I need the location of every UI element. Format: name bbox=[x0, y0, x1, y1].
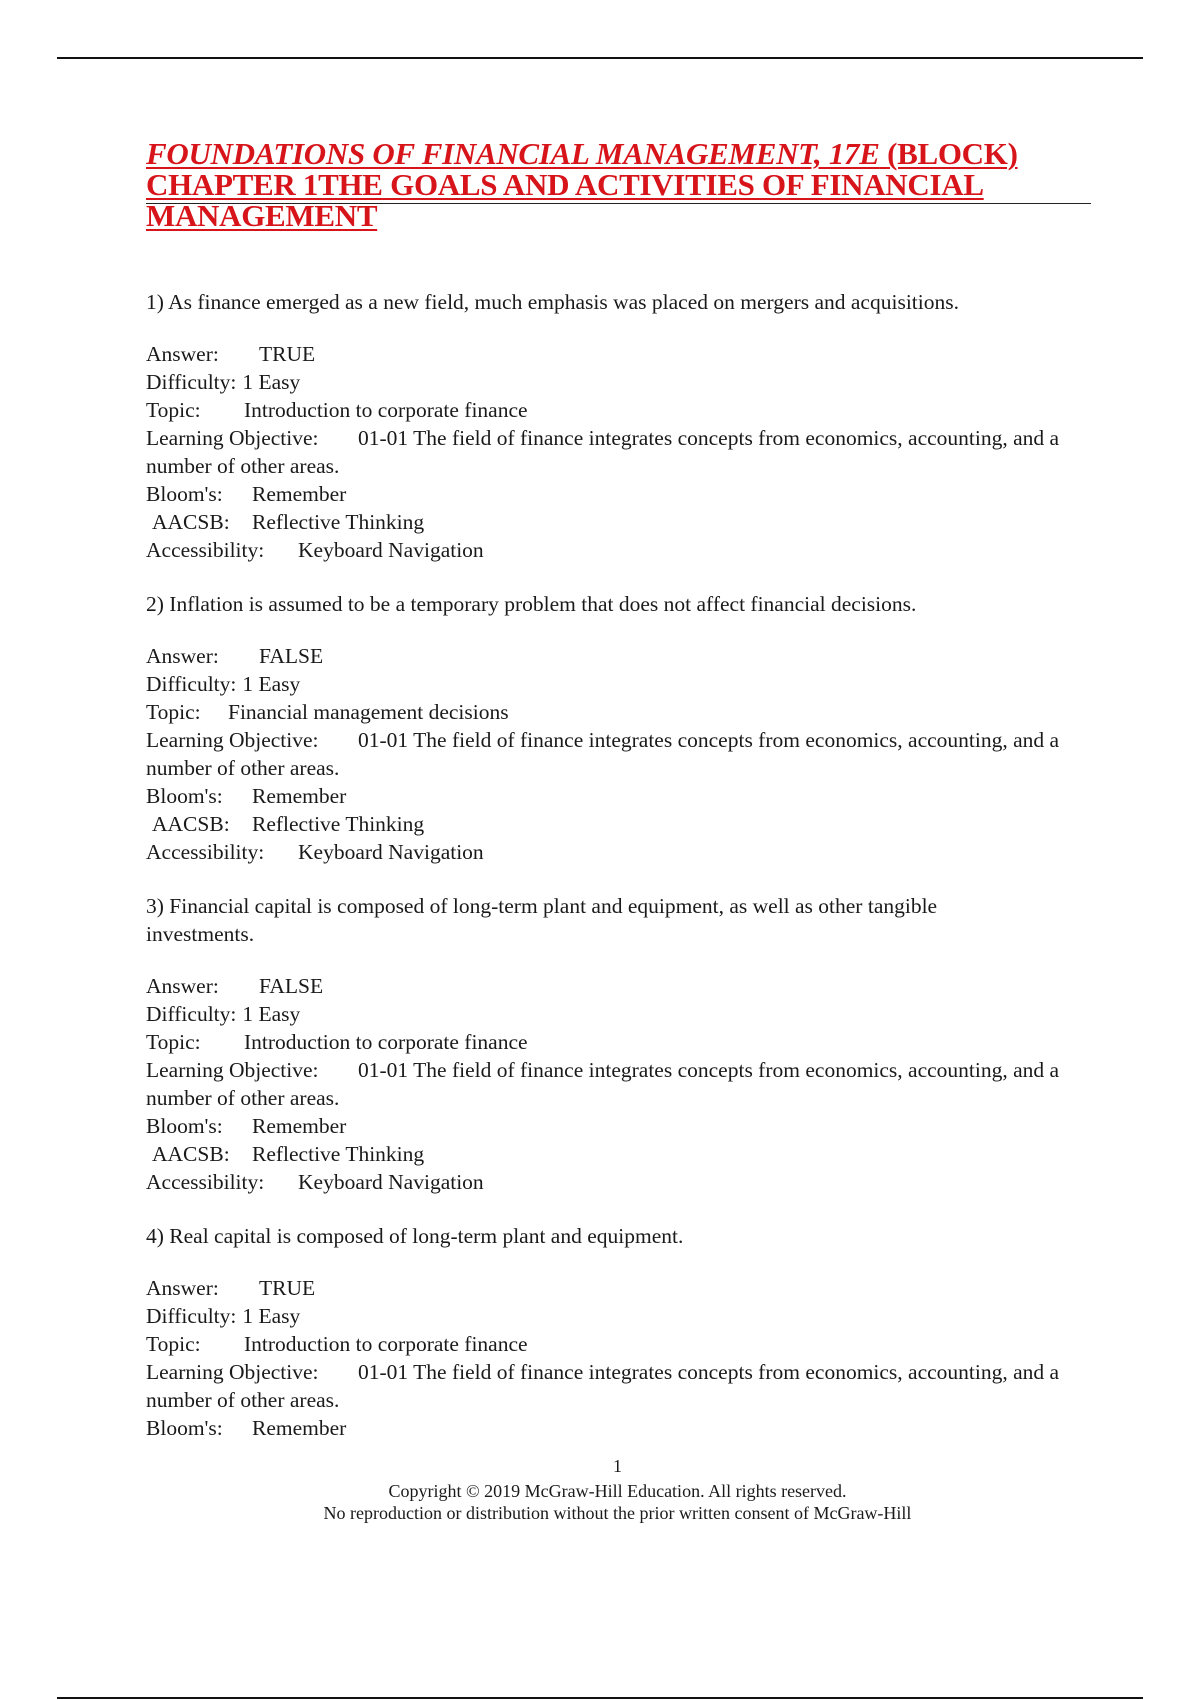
accessibility-value: Keyboard Navigation bbox=[298, 538, 484, 562]
topic-row bbox=[146, 1028, 1096, 1056]
page-number: 1 bbox=[613, 1456, 622, 1476]
aacsb-label: AACSB: bbox=[152, 510, 230, 534]
answer-label: Answer: bbox=[146, 342, 219, 366]
blooms-label: Bloom's: bbox=[146, 784, 223, 808]
accessibility-row bbox=[146, 838, 1096, 866]
topic-value: Introduction to corporate finance bbox=[244, 398, 528, 422]
accessibility-label: Accessibility: bbox=[146, 1170, 265, 1194]
copyright-line: Copyright © 2019 McGraw-Hill Education. All rights reserved. bbox=[388, 1481, 847, 1501]
blooms-value: Remember bbox=[252, 482, 347, 506]
difficulty-label: Difficulty: bbox=[146, 370, 237, 394]
title-line-2: CHAPTER 1THE GOALS AND ACTIVITIES OF FINANCIAL bbox=[146, 167, 984, 202]
topic-label: Topic: bbox=[146, 700, 201, 724]
difficulty-row bbox=[146, 368, 1096, 396]
title-underline-rule bbox=[146, 203, 1091, 204]
difficulty-value: 1 Easy bbox=[242, 370, 301, 394]
topic-value: Introduction to corporate finance bbox=[244, 1332, 528, 1356]
difficulty-label: Difficulty: bbox=[146, 672, 237, 696]
blooms-value: Remember bbox=[252, 1114, 347, 1138]
difficulty-row bbox=[146, 670, 1096, 698]
difficulty-row bbox=[146, 1000, 1096, 1028]
answer-row bbox=[146, 972, 1096, 1000]
question-2 bbox=[146, 590, 1096, 866]
question-meta bbox=[146, 340, 1096, 564]
top-rule bbox=[57, 57, 1143, 59]
blooms-row bbox=[146, 1112, 1096, 1140]
blooms-value: Remember bbox=[252, 784, 347, 808]
answer-label: Answer: bbox=[146, 974, 219, 998]
question-text: 3) Financial capital is composed of long-term plant and equipment, as well as other tangible investments. bbox=[146, 894, 938, 946]
blooms-value: Remember bbox=[252, 1416, 347, 1440]
answer-value: TRUE bbox=[259, 1276, 316, 1300]
learning-objective-value: 01-01 The field of finance integrates concepts from economics, accounting, and a number of other areas. bbox=[146, 426, 1060, 478]
accessibility-value: Keyboard Navigation bbox=[298, 1170, 484, 1194]
title-line-3: MANAGEMENT bbox=[146, 198, 378, 233]
answer-label: Answer: bbox=[146, 1276, 219, 1300]
learning-objective-row bbox=[146, 424, 1096, 480]
aacsb-value: Reflective Thinking bbox=[252, 812, 425, 836]
question-list bbox=[146, 288, 1096, 1468]
answer-row bbox=[146, 642, 1096, 670]
blooms-row bbox=[146, 782, 1096, 810]
question-meta bbox=[146, 642, 1096, 866]
aacsb-row bbox=[146, 810, 1096, 838]
learning-objective-value: 01-01 The field of finance integrates concepts from economics, accounting, and a number of other areas. bbox=[146, 1360, 1060, 1412]
answer-row bbox=[146, 340, 1096, 368]
aacsb-value: Reflective Thinking bbox=[252, 1142, 425, 1166]
question-meta bbox=[146, 1274, 1096, 1442]
learning-objective-label: Learning Objective: bbox=[146, 426, 319, 450]
blooms-row bbox=[146, 1414, 1096, 1442]
difficulty-value: 1 Easy bbox=[242, 1002, 301, 1026]
document-title bbox=[146, 138, 1091, 231]
difficulty-value: 1 Easy bbox=[242, 1304, 301, 1328]
question-text: 1) As finance emerged as a new field, much emphasis was placed on mergers and acquisitions. bbox=[146, 290, 959, 314]
aacsb-row bbox=[146, 508, 1096, 536]
accessibility-label: Accessibility: bbox=[146, 538, 265, 562]
question-4 bbox=[146, 1222, 1096, 1442]
learning-objective-value: 01-01 The field of finance integrates concepts from economics, accounting, and a number of other areas. bbox=[146, 1058, 1060, 1110]
aacsb-value: Reflective Thinking bbox=[252, 510, 425, 534]
accessibility-row bbox=[146, 1168, 1096, 1196]
reproduction-notice: No reproduction or distribution without the prior written consent of McGraw-Hill bbox=[323, 1503, 912, 1523]
topic-value: Introduction to corporate finance bbox=[244, 1030, 528, 1054]
difficulty-label: Difficulty: bbox=[146, 1304, 237, 1328]
question-text: 2) Inflation is assumed to be a temporary problem that does not affect financial decisions. bbox=[146, 592, 917, 616]
question-meta bbox=[146, 972, 1096, 1196]
learning-objective-value: 01-01 The field of finance integrates concepts from economics, accounting, and a number of other areas. bbox=[146, 728, 1060, 780]
blooms-label: Bloom's: bbox=[146, 482, 223, 506]
difficulty-label: Difficulty: bbox=[146, 1002, 237, 1026]
accessibility-value: Keyboard Navigation bbox=[298, 840, 484, 864]
title-line-1: FOUNDATIONS OF FINANCIAL MANAGEMENT, 17E (BLOCK) bbox=[146, 136, 1018, 171]
accessibility-row bbox=[146, 536, 1096, 564]
topic-label: Topic: bbox=[146, 1332, 201, 1356]
aacsb-label: AACSB: bbox=[152, 1142, 230, 1166]
learning-objective-row bbox=[146, 726, 1096, 782]
blooms-row bbox=[146, 480, 1096, 508]
answer-label: Answer: bbox=[146, 644, 219, 668]
learning-objective-label: Learning Objective: bbox=[146, 1360, 319, 1384]
topic-value: Financial management decisions bbox=[228, 700, 509, 724]
topic-label: Topic: bbox=[146, 1030, 201, 1054]
learning-objective-label: Learning Objective: bbox=[146, 1058, 319, 1082]
question-text: 4) Real capital is composed of long-term plant and equipment. bbox=[146, 1224, 684, 1248]
question-1 bbox=[146, 288, 1096, 564]
bottom-rule bbox=[57, 1697, 1143, 1699]
accessibility-label: Accessibility: bbox=[146, 840, 265, 864]
question-3 bbox=[146, 892, 1096, 1196]
learning-objective-row bbox=[146, 1056, 1096, 1112]
blooms-label: Bloom's: bbox=[146, 1114, 223, 1138]
answer-value: FALSE bbox=[259, 974, 324, 998]
difficulty-row bbox=[146, 1302, 1096, 1330]
topic-row bbox=[146, 396, 1096, 424]
blooms-label: Bloom's: bbox=[146, 1416, 223, 1440]
aacsb-row bbox=[146, 1140, 1096, 1168]
answer-value: FALSE bbox=[259, 644, 324, 668]
topic-row bbox=[146, 698, 1096, 726]
topic-row bbox=[146, 1330, 1096, 1358]
answer-row bbox=[146, 1274, 1096, 1302]
learning-objective-row bbox=[146, 1358, 1096, 1414]
aacsb-label: AACSB: bbox=[152, 812, 230, 836]
difficulty-value: 1 Easy bbox=[242, 672, 301, 696]
learning-objective-label: Learning Objective: bbox=[146, 728, 319, 752]
topic-label: Topic: bbox=[146, 398, 201, 422]
answer-value: TRUE bbox=[259, 342, 316, 366]
